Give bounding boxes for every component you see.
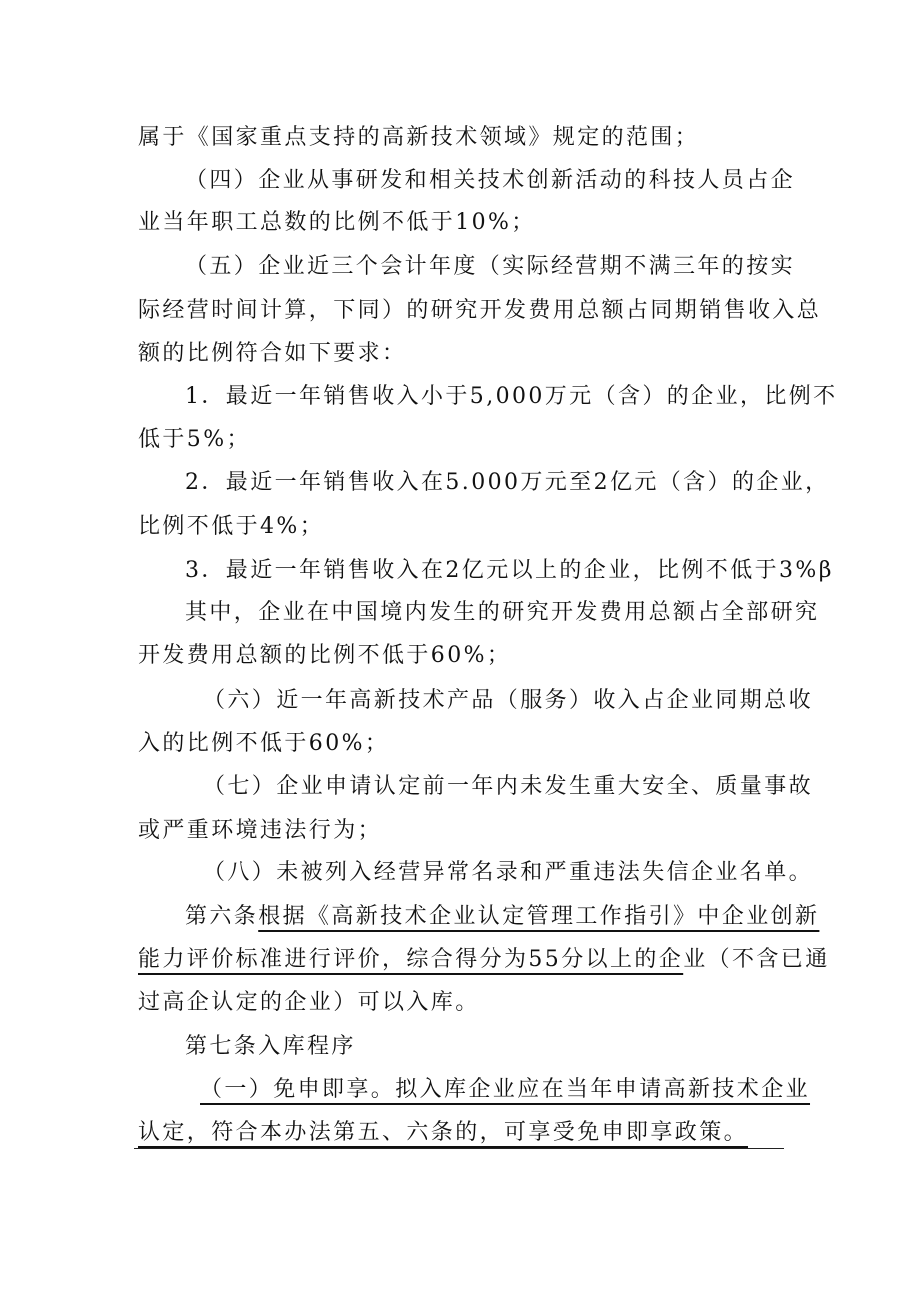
article6-text: 业（不含已通	[683, 947, 830, 972]
horizontal-rule	[134, 1148, 784, 1149]
text-line: 入的比例不低于60%；	[138, 731, 390, 756]
article7-title: 第七条入库程序	[185, 1034, 356, 1059]
text-line: 属于《国家重点支持的高新技术领域》规定的范围；	[138, 125, 700, 150]
article6-underlined-text: 能力评价标准进行评价，综合得分为55分以上的企	[138, 947, 684, 972]
text-line: 额的比例符合如下要求：	[138, 341, 407, 366]
text-line: 其中，企业在中国境内发生的研究开发费用总额占全部研究	[185, 600, 820, 625]
text-line: （七）企业申请认定前一年内未发生重大安全、质量事故	[203, 774, 814, 799]
text-line: 3．最近一年销售收入在2亿元以上的企业，比例不低于3%β	[185, 558, 834, 583]
article6-underlined-text: 根据《高新技术企业认定管理工作指引》中企业创新	[258, 904, 820, 929]
article6-lead: 第六条	[185, 904, 259, 929]
article7-item1-line1	[200, 1075, 810, 1105]
text-line: （六）近一年高新技术产品（服务）收入占企业同期总收	[203, 688, 814, 713]
text-line: （五）企业近三个会计年度（实际经营期不满三年的按实	[185, 254, 796, 279]
text-line: （四）企业从事研发和相关技术创新活动的科技人员占企	[185, 168, 796, 193]
article7-underlined-text: （一）免申即享。拟入库企业应在当年申请高新技术企业	[200, 1077, 811, 1102]
text-line: 业当年职工总数的比例不低于10%；	[138, 210, 536, 235]
article6-line2	[138, 945, 830, 975]
text-line: 开发费用总额的比例不低于60%；	[138, 643, 512, 668]
text-line: 或严重环境违法行为；	[138, 818, 383, 843]
text-line: 2．最近一年销售收入在5.000万元至2亿元（含）的企业，	[185, 470, 830, 495]
text-line: 比例不低于4%；	[138, 514, 325, 539]
text-line: 低于5%；	[138, 427, 251, 452]
text-line: 1．最近一年销售收入小于5,000万元（含）的企业，比例不	[185, 384, 838, 409]
article7-item1-line2	[138, 1118, 748, 1148]
text-line: （八）未被列入经营异常名录和严重违法失信企业名单。	[203, 860, 814, 885]
article6-line3: 过高企认定的企业）可以入库。	[138, 990, 480, 1015]
article6-line1	[185, 902, 819, 932]
article7-underlined-text: 认定，符合本办法第五、六条的，可享受免申即享政策。	[138, 1120, 749, 1145]
text-line: 际经营时间计算，下同）的研究开发费用总额占同期销售收入总	[138, 298, 822, 323]
